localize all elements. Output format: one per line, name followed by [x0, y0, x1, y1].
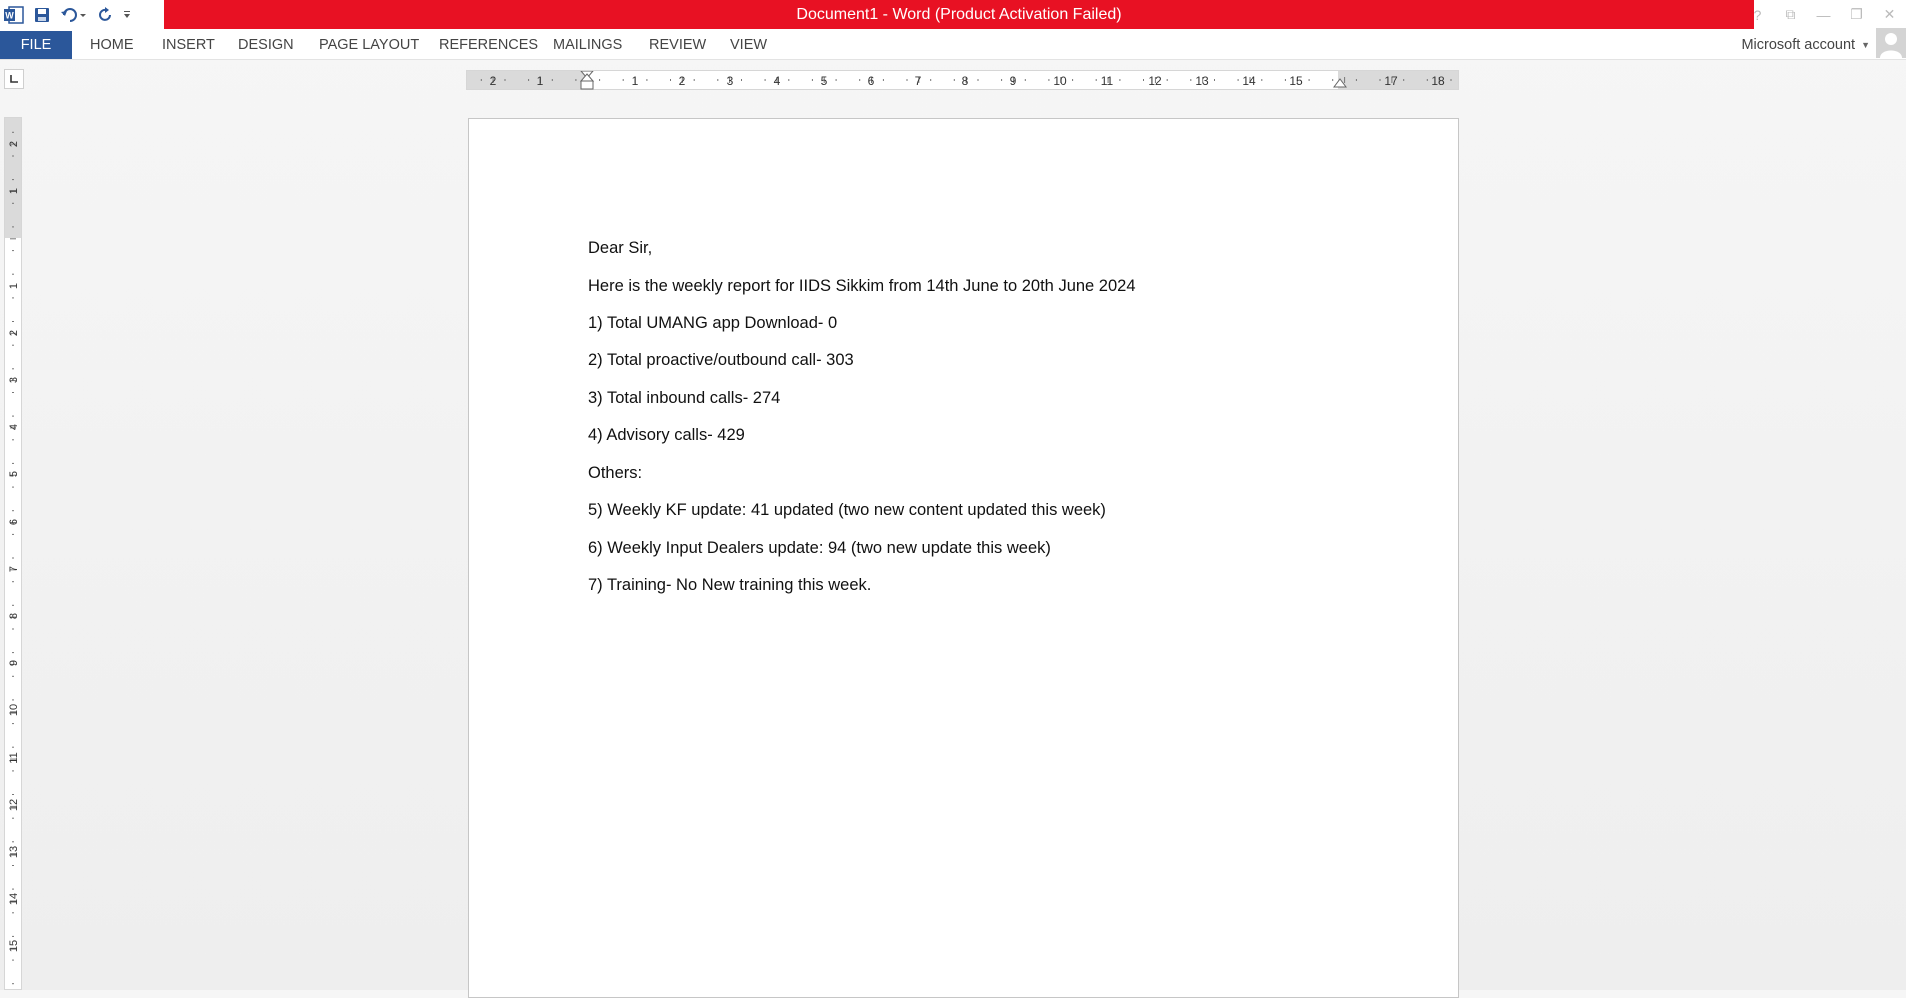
ruler-tick [12, 629, 14, 630]
ruler-label: 13 [1195, 74, 1209, 88]
ruler-tick [1096, 79, 1097, 81]
ruler-tick [10, 238, 16, 239]
ruler-label: 15 [1289, 74, 1303, 88]
ruler-label: 7 [914, 74, 922, 88]
ruler-tick [1238, 79, 1239, 81]
ruler-tick [12, 912, 14, 913]
tab-references[interactable]: REFERENCES [439, 37, 539, 53]
ruler-tick [12, 723, 14, 724]
vertical-ruler[interactable] [4, 117, 22, 990]
ruler-label: 2 [8, 140, 20, 148]
ruler-tick [481, 79, 482, 81]
ruler-tick [1427, 79, 1428, 81]
quick-access-toolbar [0, 0, 134, 29]
horizontal-ruler[interactable] [466, 70, 1459, 90]
ruler-label: 1 [631, 74, 639, 88]
ruler-tick [1119, 79, 1120, 81]
ruler-label: 8 [8, 612, 20, 620]
undo-icon[interactable] [56, 0, 92, 29]
ruler-label: 18 [1431, 74, 1445, 88]
word-logo-icon[interactable] [0, 0, 28, 29]
ruler-label: 2 [8, 329, 20, 337]
ruler-tick [1048, 79, 1049, 81]
tab-page-layout[interactable]: PAGE LAYOUT [319, 37, 420, 53]
ruler-tick [12, 156, 14, 157]
left-indent-marker[interactable] [581, 74, 593, 89]
window-title: Document1 - Word (Product Activation Failed) [164, 0, 1754, 29]
ruler-tick [528, 79, 529, 81]
avatar[interactable] [1876, 28, 1906, 58]
ruler-tick [12, 818, 14, 819]
ruler-tick [599, 79, 600, 81]
ribbon-display-icon[interactable]: ⧉ [1785, 6, 1796, 22]
ruler-tick [1344, 77, 1345, 83]
tab-view[interactable]: VIEW [730, 37, 768, 53]
ruler-tick [12, 297, 14, 298]
others-heading: Others: [588, 464, 643, 482]
ruler-tick [12, 865, 14, 866]
ruler-tick [12, 392, 14, 393]
ruler-tick [12, 889, 14, 890]
vertical-ruler-scale [5, 118, 21, 991]
ruler-tick [12, 416, 14, 417]
window-controls [1741, 0, 1906, 29]
ruler-label: 5 [8, 470, 20, 478]
ruler-tick [883, 79, 884, 81]
document-page[interactable] [468, 118, 1459, 998]
report-item: 4) Advisory calls- 429 [588, 426, 745, 444]
ruler-tick [741, 79, 742, 81]
report-item: 2) Total proactive/outbound call- 303 [588, 351, 854, 369]
salutation: Dear Sir, [588, 239, 653, 257]
ruler-tick [978, 79, 979, 81]
ruler-label: 1 [8, 187, 20, 195]
ruler-tick [12, 534, 14, 535]
report-item: 3) Total inbound calls- 274 [588, 389, 781, 407]
ribbon-tabs [0, 29, 1906, 60]
ruler-label: 14 [1242, 74, 1256, 88]
ruler-scale [467, 71, 1460, 91]
ruler-tick [1380, 79, 1381, 81]
ruler-tick [12, 463, 14, 464]
tab-mailings[interactable]: MAILINGS [553, 37, 623, 53]
ruler-tick [1143, 79, 1144, 81]
report-item: 5) Weekly KF update: 41 updated (two new content updated this week) [588, 501, 1106, 519]
save-icon[interactable] [28, 0, 56, 29]
ruler-tick [1261, 79, 1262, 81]
ruler-label: 11 [8, 752, 20, 764]
help-icon[interactable]: ? [1753, 6, 1762, 23]
ruler-tick [12, 581, 14, 582]
ruler-label: 10 [1053, 74, 1067, 88]
ruler-tick [954, 79, 955, 81]
ruler-label: 5 [820, 74, 828, 88]
ruler-tick [12, 439, 14, 440]
tab-review[interactable]: REVIEW [649, 37, 707, 53]
ruler-label: 3 [8, 376, 20, 384]
ruler-tick [12, 747, 14, 748]
ruler-tick [12, 179, 14, 180]
ruler-label: 15 [8, 939, 20, 953]
ruler-tick [1214, 79, 1215, 81]
ruler-tick [12, 368, 14, 369]
redo-icon[interactable] [92, 0, 120, 29]
ruler-tick [1285, 79, 1286, 81]
ruler-label: 8 [961, 74, 969, 88]
ruler-tick [12, 226, 14, 227]
account-label: Microsoft account [1741, 37, 1856, 53]
ruler-label: 7 [8, 565, 20, 573]
ruler-tick [1451, 79, 1452, 81]
ruler-tick [12, 770, 14, 771]
ruler-label: 2 [678, 74, 686, 88]
ruler-label: 12 [8, 798, 20, 812]
chevron-down-icon: ▼ [1861, 40, 1870, 50]
ruler-label: 3 [726, 74, 734, 88]
report-item: 1) Total UMANG app Download- 0 [588, 314, 838, 332]
ruler-tick [12, 250, 14, 251]
ruler-tick [717, 79, 718, 81]
ruler-tick [1167, 79, 1168, 81]
ruler-tick [623, 79, 624, 81]
tab-insert[interactable]: INSERT [162, 37, 215, 53]
ruler-label: 13 [8, 845, 20, 859]
restore-icon[interactable]: ❐ [1850, 6, 1863, 22]
customize-icon[interactable] [120, 0, 134, 29]
ruler-tick [907, 79, 908, 81]
ruler-tick [12, 960, 14, 961]
ruler-tick [1332, 79, 1333, 81]
ruler-tick [12, 676, 14, 677]
ruler-tick [836, 79, 837, 81]
ruler-tick [12, 699, 14, 700]
title-bar [0, 0, 1906, 29]
ruler-label: 1 [8, 282, 20, 290]
close-icon[interactable]: ✕ [1883, 6, 1896, 22]
tab-file[interactable]: FILE [0, 31, 72, 59]
ruler-label: 11 [1100, 74, 1114, 88]
ruler-tick [1072, 79, 1073, 81]
tab-stop-selector[interactable] [4, 69, 24, 89]
svg-text:W: W [5, 10, 14, 20]
ruler-label: 1 [536, 74, 544, 88]
tab-design[interactable]: DESIGN [238, 37, 294, 53]
ruler-tick [1025, 79, 1026, 81]
ruler-tick [552, 79, 553, 81]
ruler-tick [788, 79, 789, 81]
ruler-tick [1001, 79, 1002, 81]
ruler-tick [12, 487, 14, 488]
ruler-tick [694, 79, 695, 81]
ruler-tick [12, 936, 14, 937]
ruler-label: 9 [1009, 74, 1017, 88]
ruler-tick [12, 558, 14, 559]
ruler-label: 17 [1384, 74, 1398, 88]
tab-home[interactable]: HOME [90, 37, 134, 53]
ruler-tick [930, 79, 931, 81]
ruler-label: 6 [867, 74, 875, 88]
ruler-tick [1309, 79, 1310, 81]
ruler-label: 6 [8, 518, 20, 526]
ruler-tick [505, 79, 506, 81]
ruler-tick [12, 510, 14, 511]
ruler-label: 14 [8, 892, 20, 906]
ruler-tick [12, 321, 14, 322]
ruler-tick [1356, 79, 1357, 81]
ruler-tick [12, 841, 14, 842]
account-menu[interactable] [1741, 31, 1870, 59]
report-item: 6) Weekly Input Dealers update: 94 (two new update this week) [588, 539, 1051, 557]
ruler-label: 10 [8, 703, 20, 717]
ruler-label: 9 [8, 659, 20, 667]
ruler-tick [1403, 79, 1404, 81]
ruler-tick [646, 79, 647, 81]
ruler-tick [12, 983, 14, 984]
ruler-tick [670, 79, 671, 81]
ruler-tick [12, 132, 14, 133]
ruler-tick [812, 79, 813, 81]
ruler-tick [1190, 79, 1191, 81]
ruler-tick [859, 79, 860, 81]
minimize-icon[interactable]: — [1816, 6, 1831, 23]
ruler-label: 4 [773, 74, 781, 88]
ruler-tick [12, 652, 14, 653]
ruler-tick [575, 79, 576, 81]
ruler-label: 2 [489, 74, 497, 88]
ruler-tick [765, 79, 766, 81]
ruler-tick [12, 274, 14, 275]
ruler-label: 12 [1148, 74, 1162, 88]
report-item: 7) Training- No New training this week. [588, 576, 872, 594]
ruler-tick [12, 794, 14, 795]
report-intro: Here is the weekly report for IIDS Sikkim from 14th June to 20th June 2024 [588, 277, 1136, 295]
ruler-tick [12, 605, 14, 606]
ruler-label: 4 [8, 423, 20, 431]
ruler-tick [12, 203, 14, 204]
ruler-tick [12, 345, 14, 346]
